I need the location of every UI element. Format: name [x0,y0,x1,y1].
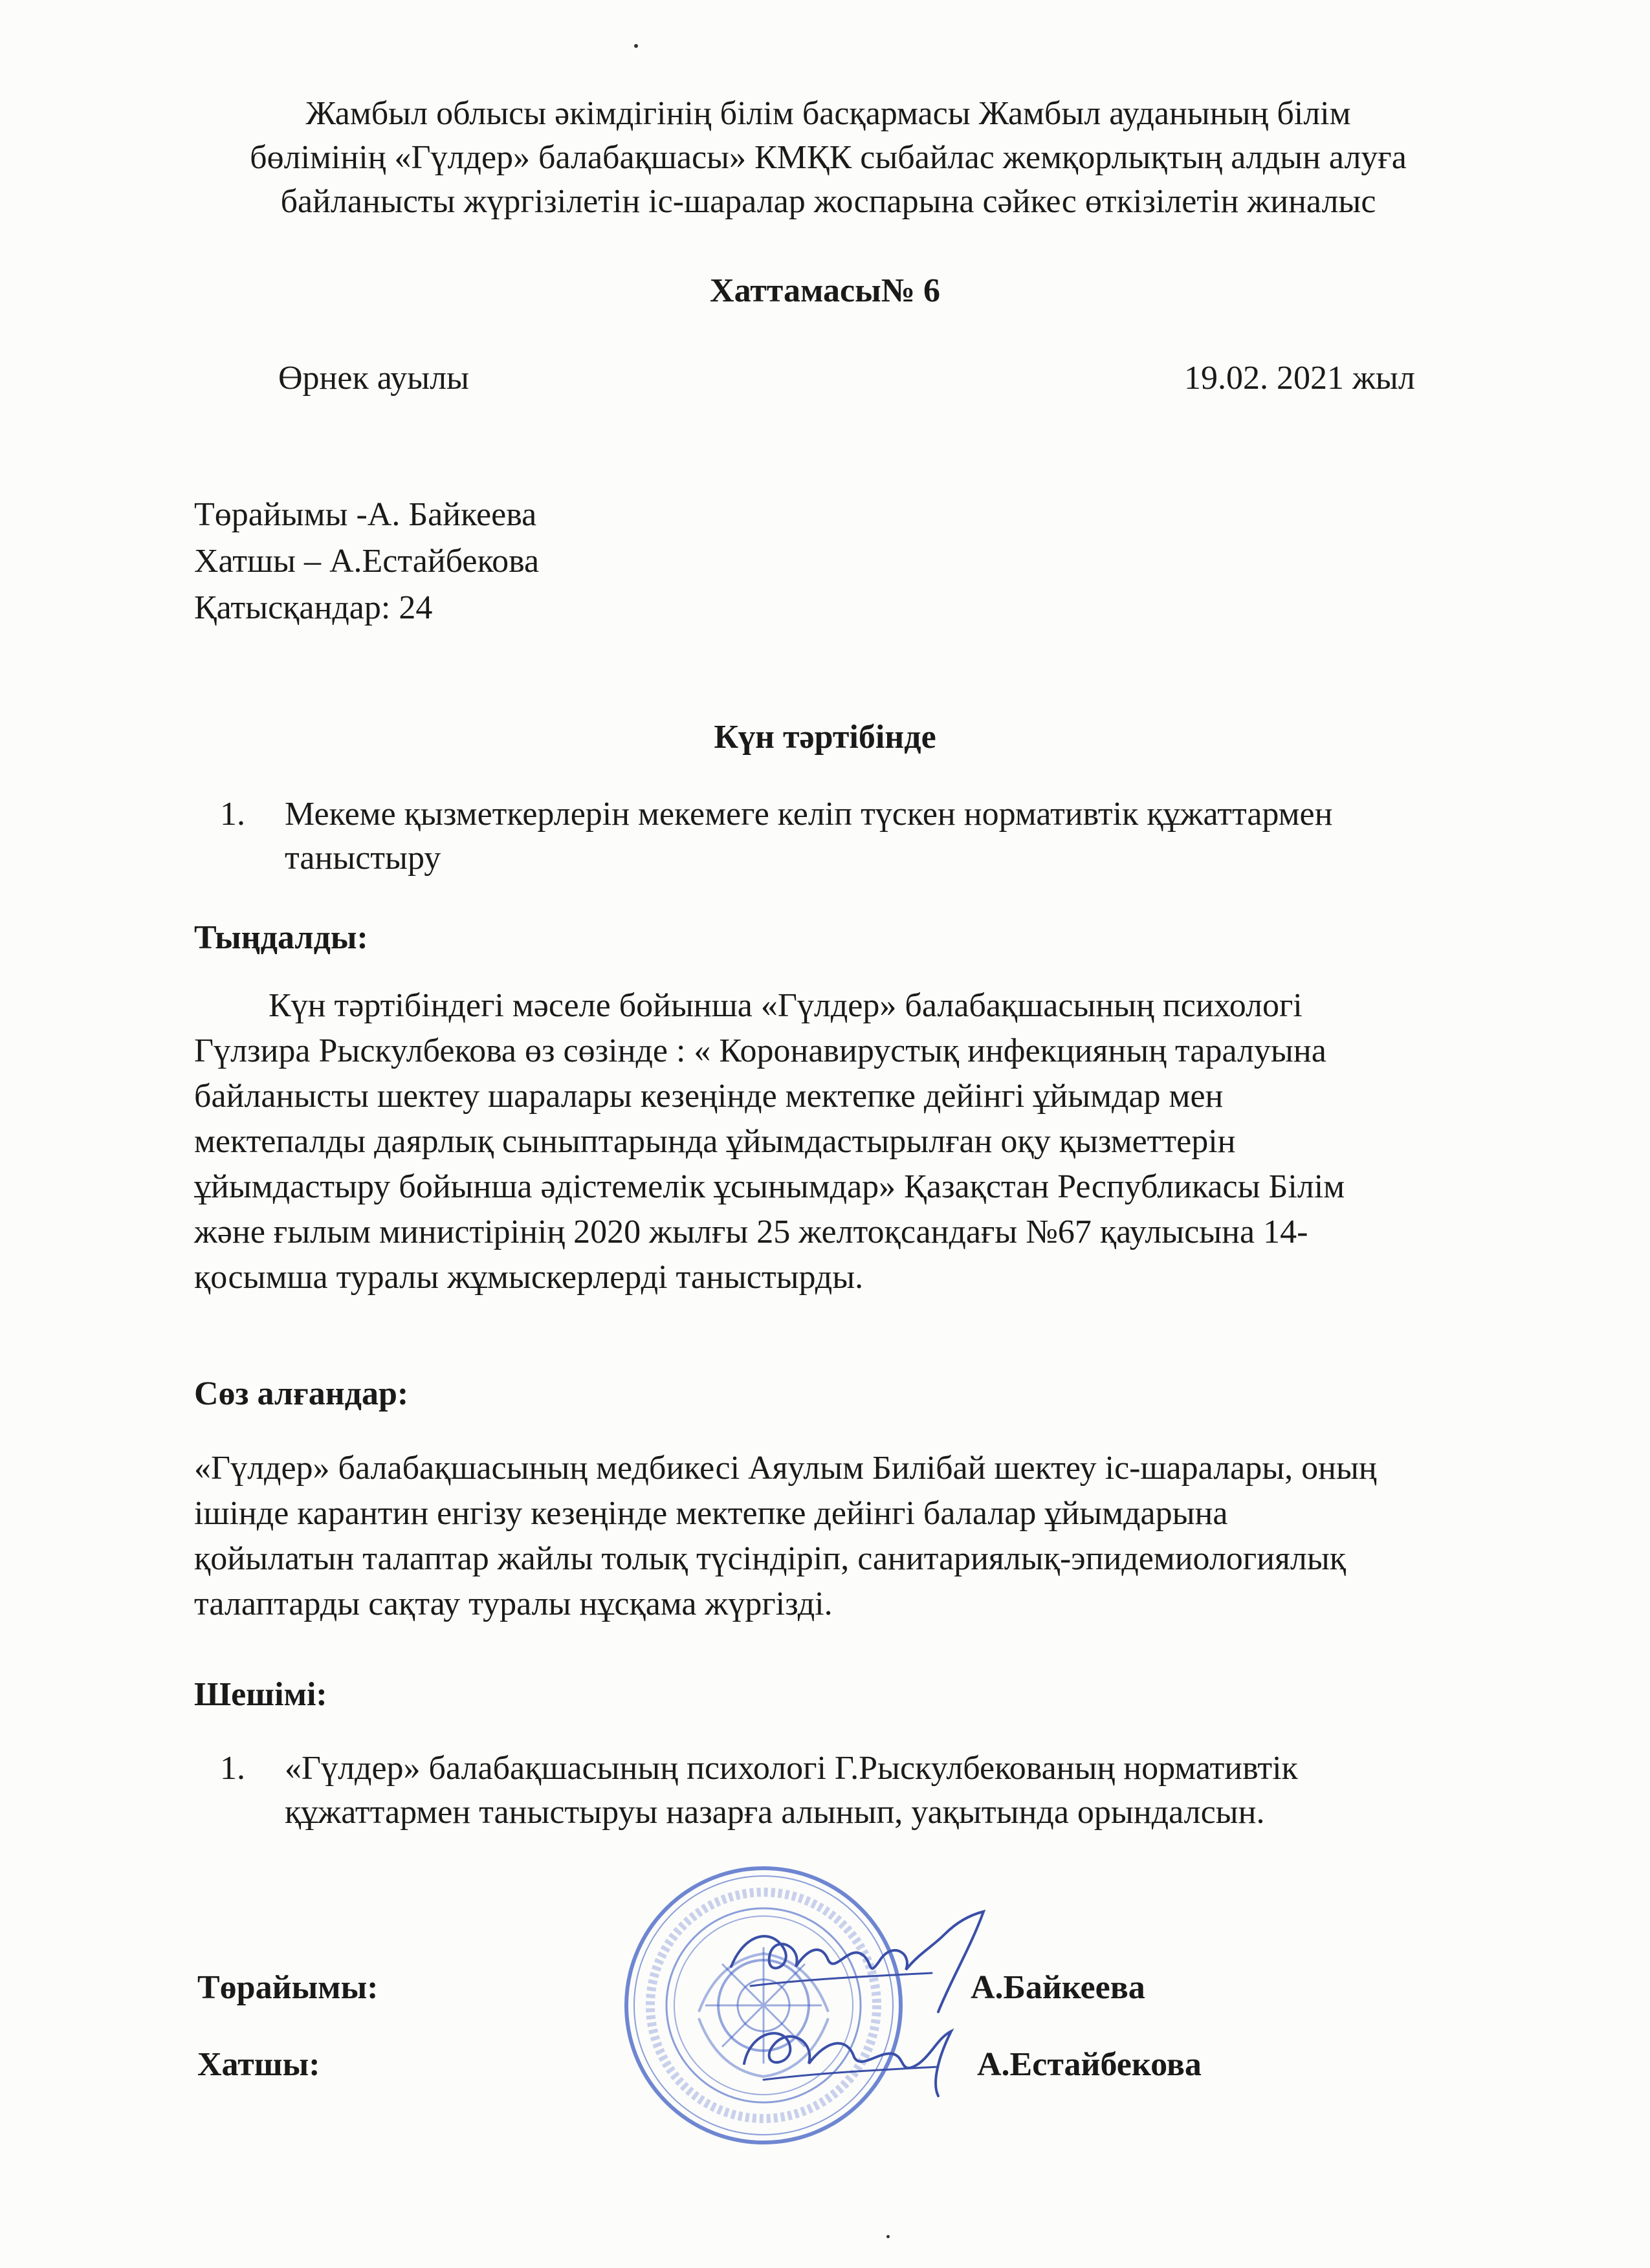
decision-label: Шешімі: [194,1676,327,1713]
heard-line: Күн тәртібіндегі мәселе бойынша «Гүлдер» балабақшасының психологі [269,987,1303,1024]
decision-item-text [285,1747,1553,1835]
heading-line-3: байланысты жүргізілетін іс-шаралар жоспарына сәйкес өткізілетін жиналыс [280,183,1376,220]
scan-speck [634,44,638,48]
meeting-meta [194,492,539,631]
heading-line-1: Жамбыл облысы әкімдігінің білім басқармасы Жамбыл ауданының білім [305,95,1351,132]
spoke-line: қойылатын талаптар жайлы толық түсіндіріп, санитариялық-эпидемиологиялық [194,1540,1347,1577]
spoke-line: талаптарды сақтау туралы нұсқама жүргізді. [194,1586,833,1622]
decision-item-line-2: құжаттармен таныстыруы назарға алынып, уақытында орындалсын. [285,1794,1265,1831]
scan-speck [886,2235,890,2238]
agenda-item-text [285,792,1553,880]
document-date: 19.02. 2021 жыл [1184,360,1415,397]
heard-line: Гүлзира Рыскулбекова өз сөзінде : « Коронавирустық инфекцияның таралуына [194,1032,1326,1069]
chair-line: Төрайымы -А. Байкеева [194,496,537,533]
spoke-line: «Гүлдер» балабақшасының медбикесі Аяулым Билібай шектеу іс-шаралары, оның [194,1450,1377,1487]
heading-line-2: бөлімінің «Гүлдер» балабақшасы» КМҚК сыбайлас жемқорлықтың алдын алуға [250,139,1407,176]
agenda-item-number: 1. [220,796,245,833]
place-name: Өрнек ауылы [278,360,469,397]
spoke-line: ішінде карантин енгізу кезеңінде мектепке дейінгі балалар ұйымдарына [194,1495,1228,1532]
secretary-signature-label: Хатшы: [197,2046,320,2083]
heard-line: қосымша туралы жұмыскерлерді таныстырды. [194,1259,864,1296]
chair-signature-label: Төрайымы: [197,1969,379,2006]
secretary-signature-name: А.Естайбекова [977,2046,1202,2083]
agenda-item-line-2: таныстыру [285,840,441,877]
chair-signature-name: А.Байкеева [971,1969,1145,2006]
spoke-label: Сөз алғандар: [194,1375,409,1412]
heard-line: мектепалды даярлық сыныптарында ұйымдастырылған оқу қызметтерін [194,1123,1236,1160]
handwritten-signatures [725,1908,996,2102]
agenda-title: Күн тәртібінде [714,719,936,756]
heard-paragraph [194,983,1501,1300]
protocol-title: Хаттамасы№ 6 [710,272,940,309]
document-heading [168,92,1488,224]
secretary-line: Хатшы – А.Естайбекова [194,543,540,580]
heard-line: байланысты шектеу шаралары кезеңінде мектепке дейінгі ұйымдар мен [194,1078,1224,1115]
decision-item-line-1: «Гүлдер» балабақшасының психологі Г.Рыскулбекованың нормативтік [285,1750,1298,1787]
attendees-line: Қатысқандар: 24 [194,589,433,626]
spoke-paragraph [194,1446,1501,1627]
decision-item-number: 1. [220,1750,245,1787]
heard-label: Тыңдалды: [194,919,368,956]
heard-line: ұйымдастыру бойынша әдістемелік ұсынымдар» Қазақстан Республикасы Білім [194,1168,1345,1205]
agenda-item-line-1: Мекеме қызметкерлерін мекемеге келіп түскен нормативтік құжаттармен [285,796,1333,833]
heard-line: және ғылым министірінің 2020 жылғы 25 желтоқсандағы №67 қаулысына 14- [194,1214,1308,1250]
